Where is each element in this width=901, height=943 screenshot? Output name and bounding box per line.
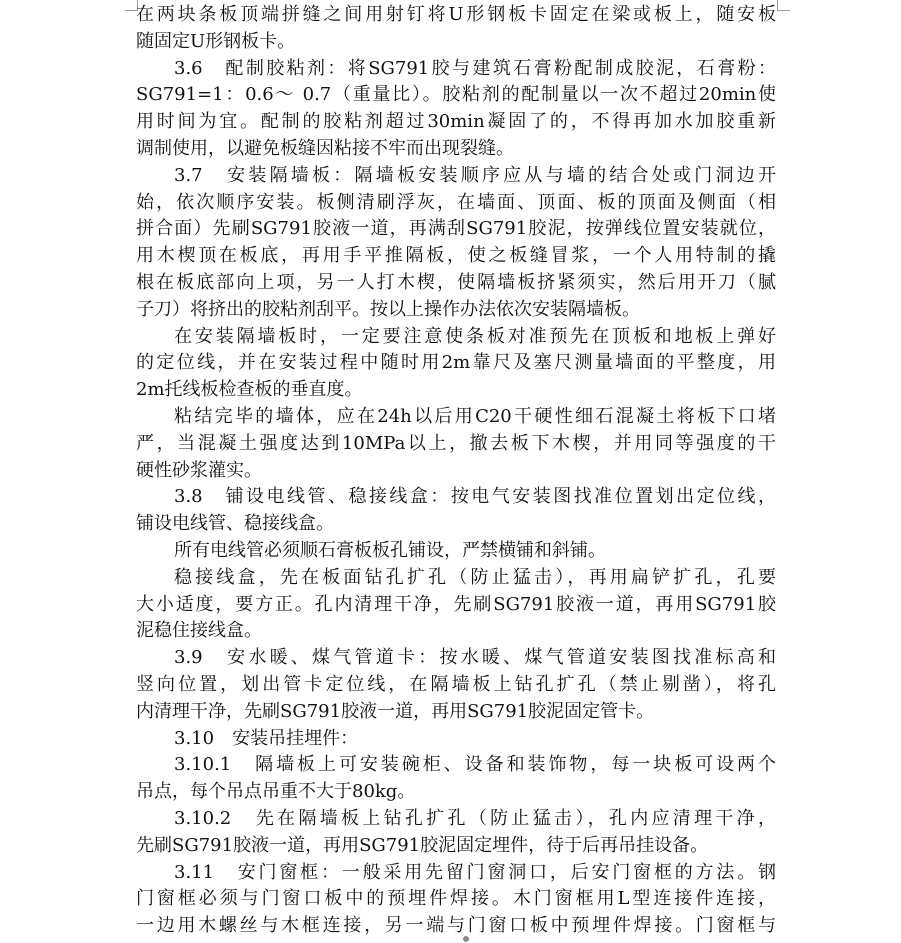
text-line: 调制使用，以避免板缝因粘接不牢而出现裂缝。 xyxy=(136,137,514,159)
text-line: 用时间为宜。配制的胶粘剂超过30min凝固了的，不得再加水加胶重新 xyxy=(136,111,776,133)
text-line: 3.10.2 先在隔墙板上钻孔扩孔（防止猛击），孔内应清理干净， xyxy=(174,807,776,829)
text-line: 3.10 安装吊挂埋件： xyxy=(174,727,359,749)
text-line: 铺设电线管、稳接线盒。 xyxy=(136,513,334,535)
text-line: 先刷SG791胶液一道，再用SG791胶泥固定埋件，待于后再吊挂设备。 xyxy=(136,834,709,856)
text-line: 拼合面）先刷SG791胶液一道，再满刮SG791胶泥，按弹线位置安装就位， xyxy=(136,218,776,240)
text-line: 根在板底部向上项，另一人打木楔，使隔墙板挤紧须实，然后用开刀（腻 xyxy=(136,271,776,293)
text-line: 子刀）将挤出的胶粘剂刮平。按以上操作办法依次安装隔墙板。 xyxy=(136,298,640,320)
text-line: 始，依次顺序安装。板侧清刷浮灰，在墙面、顶面、板的顶面及侧面（相 xyxy=(136,191,776,213)
text-line: 硬性砂浆灌实。 xyxy=(136,459,262,481)
text-line: 粘结完毕的墙体，应在24h以后用C20干硬性细石混凝土将板下口堵 xyxy=(174,405,776,427)
text-line: 用木楔顶在板底，再用手平推隔板，使之板缝冒浆，一个人用特制的撬 xyxy=(136,245,776,267)
document-body-text xyxy=(136,2,776,940)
text-line: 的定位线，并在安装过程中随时用2m靠尺及塞尺测量墙面的平整度，用 xyxy=(136,352,776,374)
text-line: 在两块条板顶端拼缝之间用射钉将U形钢板卡固定在梁或板上，随安板 xyxy=(136,4,776,25)
text-line: 3.11 安门窗框：一般采用先留门窗洞口，后安门窗框的方法。钢 xyxy=(174,861,776,883)
text-line: 泥稳住接线盒。 xyxy=(136,620,262,642)
text-line: SG791=1：0.6～ 0.7（重量比）。胶粘剂的配制量以一次不超过20min使 xyxy=(136,84,776,106)
text-line: 随固定U形钢板卡。 xyxy=(136,30,296,52)
text-line: 所有电线管必须顺石膏板板孔铺设，严禁横铺和斜铺。 xyxy=(174,539,606,561)
text-line: 大小适度，要方正。孔内清理干净，先刷SG791胶液一道，再用SG791胶 xyxy=(136,593,776,615)
text-line: 吊点，每个吊点吊重不大于80kg。 xyxy=(136,781,416,803)
text-line: 内清理干净，先刷SG791胶液一道，再用SG791胶泥固定管卡。 xyxy=(136,700,655,722)
right-margin-corner-mark xyxy=(777,0,790,11)
page-bottom-marker xyxy=(463,936,469,942)
text-line: 一边用木螺丝与木框连接，另一端与门窗口板中预埋件焊接。门窗框与 xyxy=(136,915,776,937)
text-line: 2m托线板检查板的垂直度。 xyxy=(136,379,363,401)
text-line: 3.8 铺设电线管、稳接线盒：按电气安装图找准位置划出定位线， xyxy=(174,486,776,508)
text-line: 严，当混凝土强度达到10MPa以上，撤去板下木楔，并用同等强度的干 xyxy=(136,432,776,454)
text-line: 3.7 安装隔墙板：隔墙板安装顺序应从与墙的结合处或门洞边开 xyxy=(174,164,776,186)
text-line: 竖向位置，划出管卡定位线，在隔墙板上钻孔扩孔（禁止剔凿），将孔 xyxy=(136,673,776,695)
text-line: 3.6 配制胶粘剂：将SG791胶与建筑石膏粉配制成胶泥，石膏粉： xyxy=(174,57,776,79)
text-line: 在安装隔墙板时，一定要注意使条板对准预先在顶板和地板上弹好 xyxy=(174,325,776,347)
text-line: 3.9 安水暖、煤气管道卡：按水暖、煤气管道安装图找准标高和 xyxy=(174,647,776,669)
text-line: 3.10.1 隔墙板上可安装碗柜、设备和装饰物，每一块板可设两个 xyxy=(174,754,776,776)
text-line: 门窗框必须与门窗口板中的预埋件焊接。木门窗框用L型连接件连接， xyxy=(136,888,776,910)
text-line: 稳接线盒，先在板面钻孔扩孔（防止猛击），再用扁铲扩孔，孔要 xyxy=(174,566,776,588)
